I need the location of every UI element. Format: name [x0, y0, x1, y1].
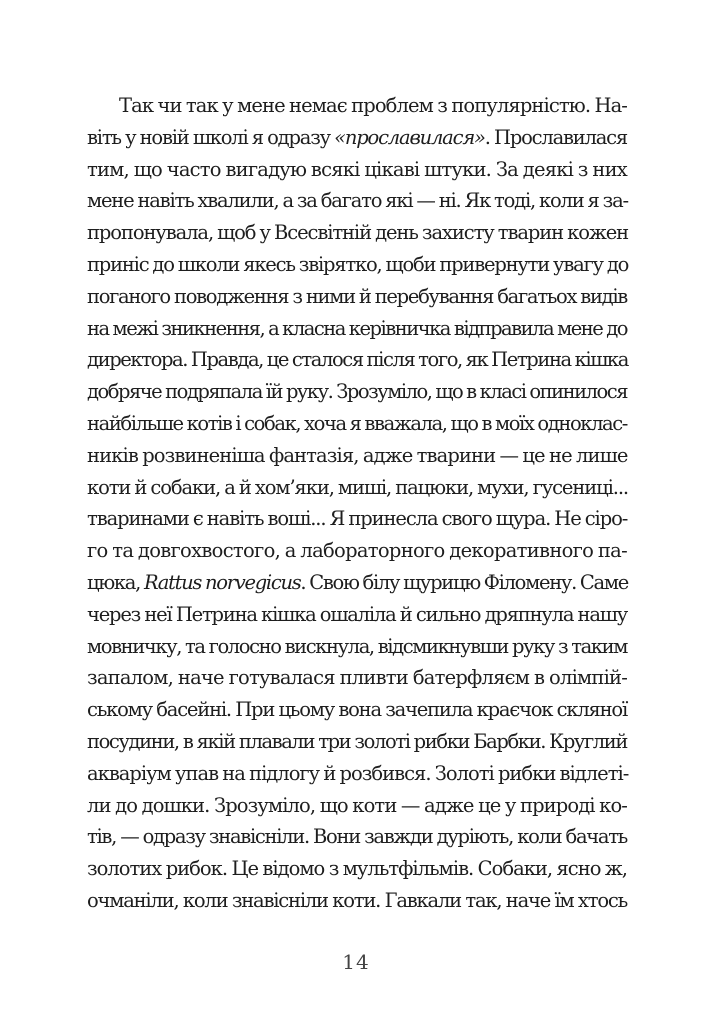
- text-line: директора. Правда, це сталося після того, як Петрина кішка: [87, 348, 628, 372]
- text-line: золотих рибок. Це відомо з мультфільмів. Собаки, ясно ж,: [87, 857, 627, 881]
- page-number: 14: [342, 950, 370, 974]
- text-line: запалом, наче готувалася пливти батерфляєм в олімпій-: [87, 666, 627, 690]
- text-line: Так чи так у мене немає проблем з популярністю. На-: [119, 94, 627, 117]
- text-line: через неї Петрина кішка ошаліла й сильно дряпнула нашу: [87, 602, 627, 626]
- text-line: тів, — одразу знавісніли. Вони завжди дуріють, коли бачать: [87, 825, 627, 849]
- text-line: очманіли, коли знавісніли коти. Гавкали так, наче їм хтось: [87, 888, 627, 912]
- text-line: тим, що часто вигадую всякі цікаві штуки. За деякі з них: [87, 157, 627, 181]
- text-line: го та довгохвостого, а лабораторного декоративного па-: [87, 539, 627, 563]
- text-line: найбільше котів і собак, хоча я вважала, що в моїх одноклас-: [87, 411, 627, 435]
- text-line: на межі зникнення, а класна керівничка відправила мене до: [87, 316, 627, 340]
- text-line: ли до дошки. Зрозуміло, що коти — адже це у природі ко-: [87, 793, 627, 817]
- text-line: ників розвиненіша фантазія, адже тварини — це не лише: [87, 443, 628, 467]
- text-line: тваринами є навіть воші... Я принесла свого щура. Не сіро-: [87, 507, 628, 531]
- text-line: віть у новій школі я одразу «прославилася». Прославилася: [87, 125, 627, 149]
- text-line: коти й собаки, а й хом’яки, миші, пацюки, мухи, гусениці...: [87, 475, 629, 499]
- text-line: посудини, в якій плавали три золоті рибки Барбки. Круглий: [87, 729, 627, 753]
- body-text: [87, 90, 627, 917]
- emphasis-text: «прославилася»: [334, 125, 485, 149]
- text-line: пропонувала, щоб у Всесвітній день захисту тварин кожен: [87, 221, 629, 245]
- text-line: мовничку, та голосно вискнула, відсмикнувши руку з таким: [87, 634, 627, 658]
- text-line: добряче подряпала їй руку. Зрозуміло, що в класі опинилося: [87, 380, 627, 404]
- text-line: поганого поводження з ними й перебування багатьох видів: [87, 284, 627, 308]
- emphasis-text: Rattus norvegicus: [143, 570, 301, 594]
- text-line: приніс до школи якесь звірятко, щоби привернути увагу до: [87, 252, 629, 276]
- text-line: мене навіть хвалили, а за багато які — ні. Як тоді, коли я за-: [87, 189, 628, 213]
- text-line: ському басейні. При цьому вона зачепила краєчок скляної: [87, 698, 627, 722]
- text-line: цюка, Rattus norvegicus. Свою білу щурицю Філомену. Саме: [87, 570, 628, 594]
- text-line: акваріум упав на підлогу й розбився. Золоті рибки відлеті-: [87, 761, 629, 785]
